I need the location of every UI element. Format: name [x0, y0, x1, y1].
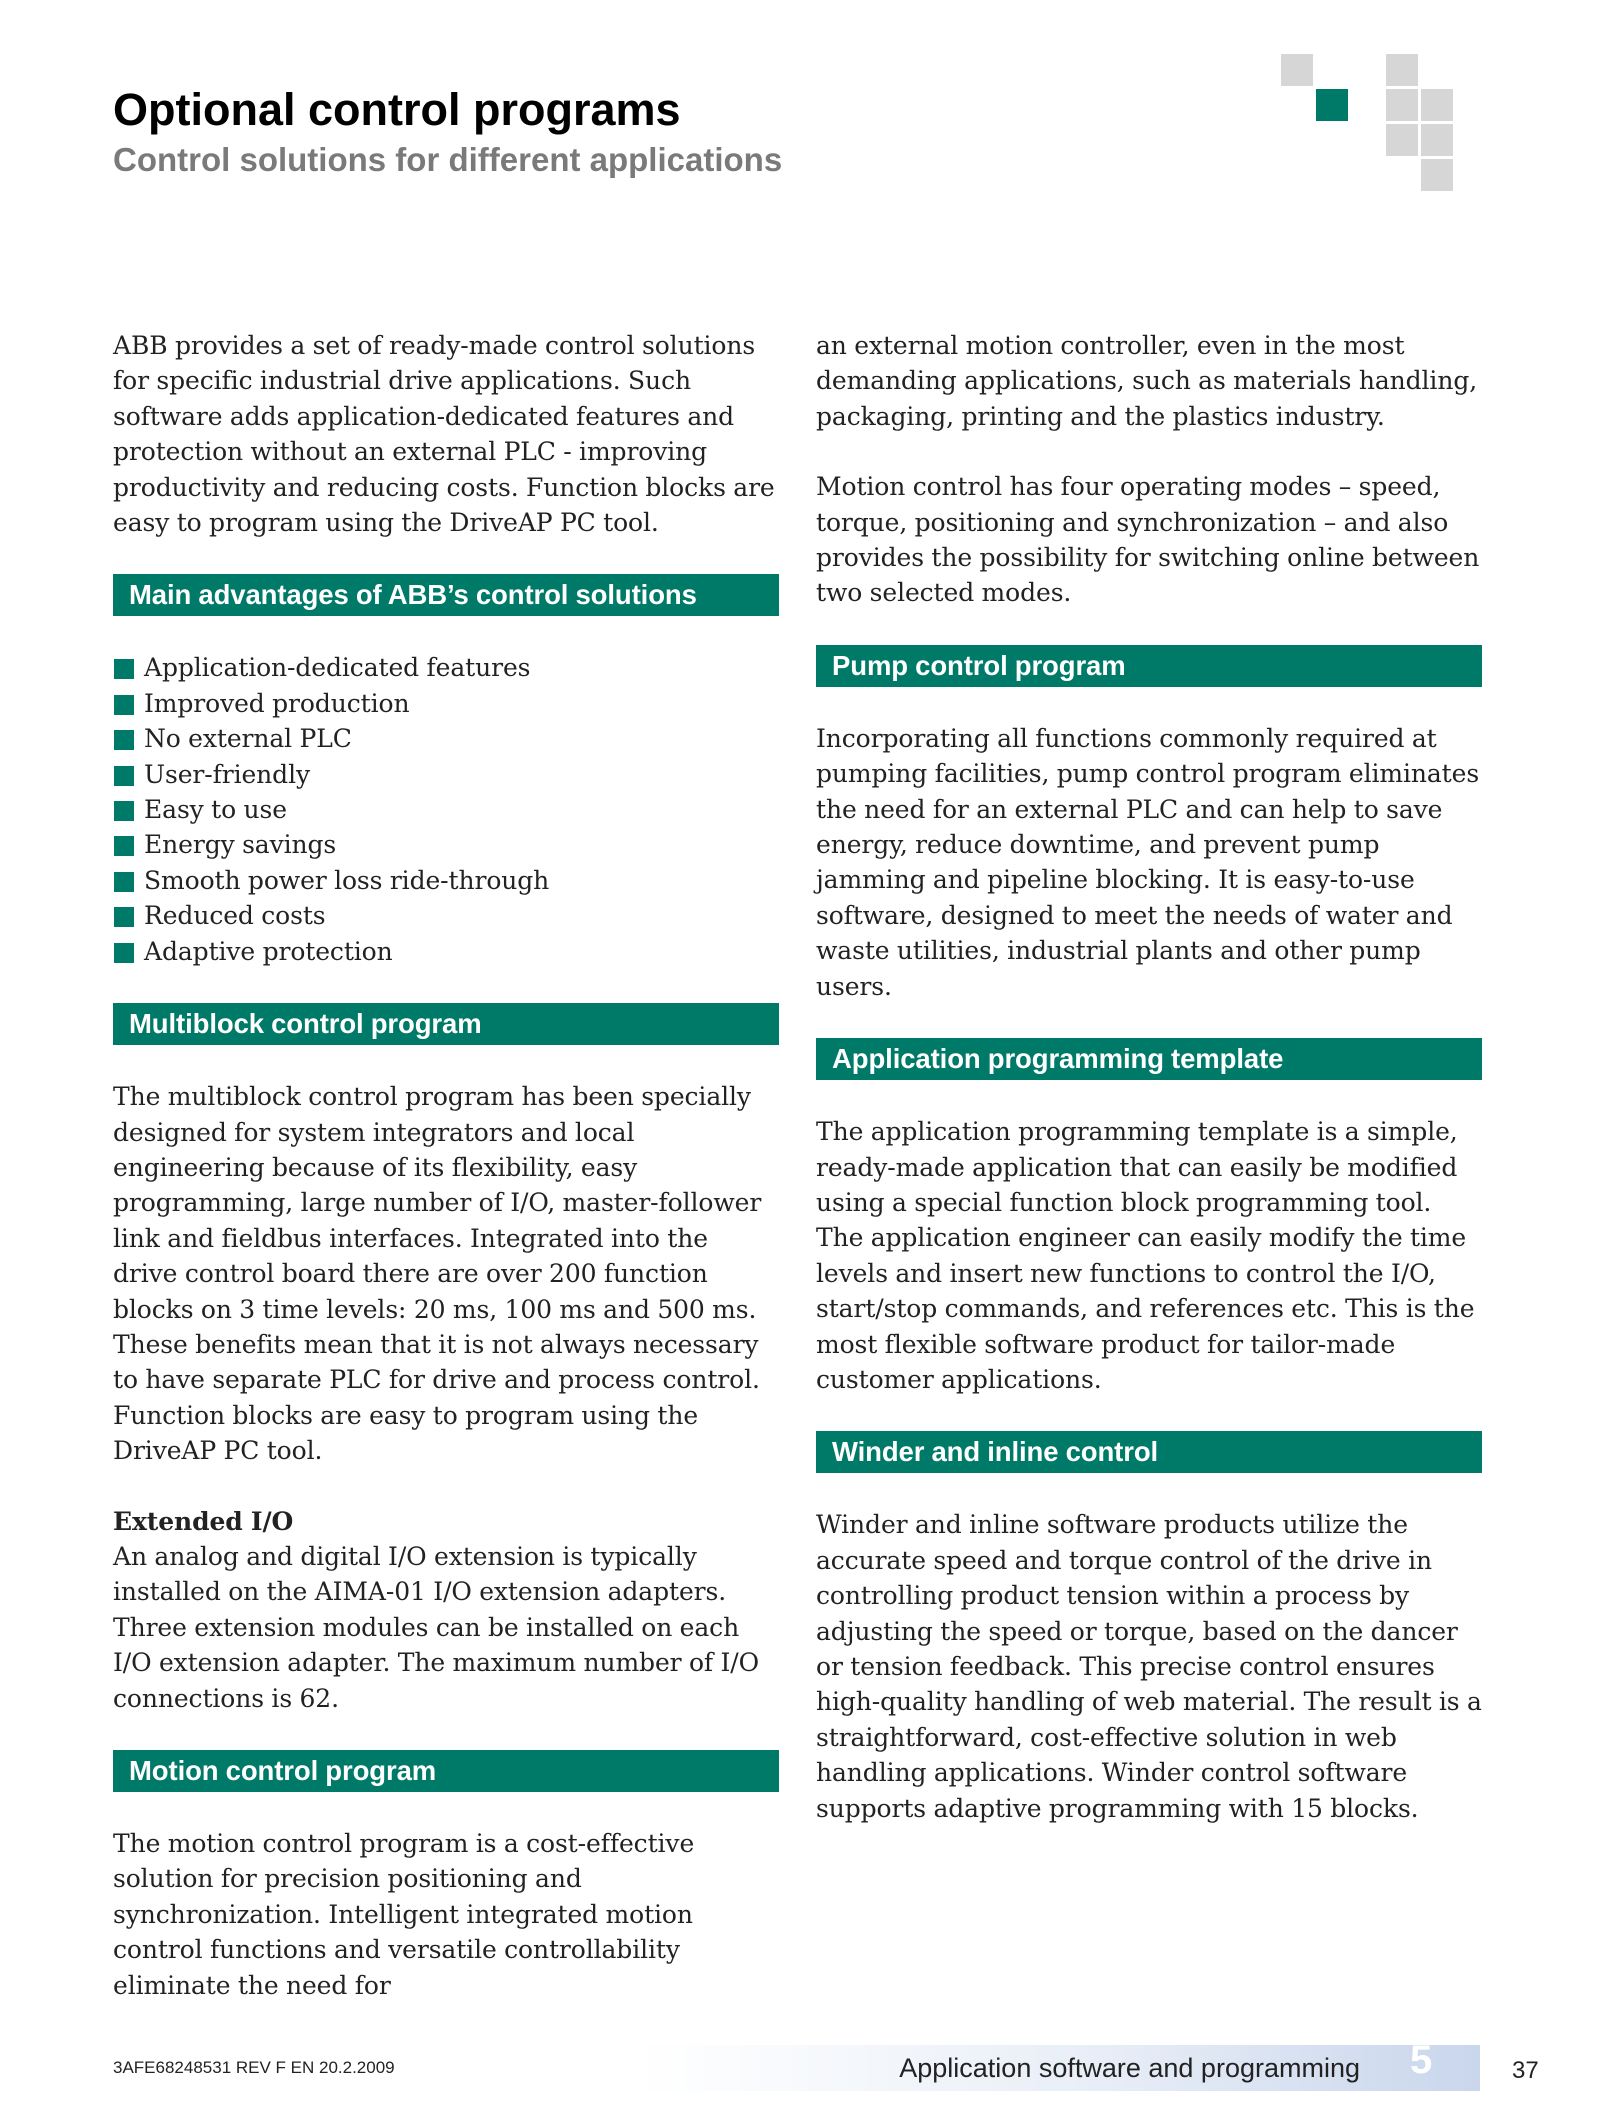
bullet-square-icon: [114, 766, 134, 786]
intro-paragraph: ABB provides a set of ready-made control solutions for specific industrial drive applications. Such software adds application-dedicated features and protection without an external PLC - improving productivity and reducing costs. Function blocks are easy to program using the DriveAP PC tool.: [113, 331, 775, 538]
section-heading-template: Application programming template: [816, 1038, 1482, 1080]
chapter-number: 5: [1410, 2038, 1433, 2082]
list-item: Smooth power loss ride-through: [113, 863, 779, 898]
list-item: No external PLC: [113, 721, 779, 756]
advantages-list: [113, 650, 779, 969]
footer-section-title: Application software and programming: [899, 2053, 1360, 2083]
bullet-square-icon: [114, 943, 134, 963]
pump-paragraph: Incorporating all functions commonly required at pumping facilities, pump control program eliminates the need for an external PLC and can help to save energy, reduce downtime, and prevent pump jamming and pipeline blocking. It is easy-to-use software, designed to meet the needs of water and waste utilities, industrial plants and other pump users.: [816, 723, 1480, 1001]
page-number: 37: [1512, 2057, 1539, 2084]
right-column: [816, 328, 1482, 1826]
document-code: 3AFE68248531 REV F EN 20.2.2009: [113, 2058, 395, 2077]
motion-modes-paragraph: Motion control has four operating modes – speed, torque, positioning and synchronization – and also provides the possibility for switching online between two selected modes.: [816, 472, 1480, 608]
page-subtitle: Control solutions for different applications: [113, 141, 783, 178]
list-item: Improved production: [113, 686, 779, 721]
page-title: Optional control programs: [113, 84, 681, 135]
motion-paragraph-continued: an external motion controller, even in the most demanding applications, such as materials handling, packaging, printing and the plastics industry.: [816, 331, 1478, 431]
multiblock-paragraph: The multiblock control program has been specially designed for system integrators and local engineering because of its flexibility, easy programming, large number of I/O, master-follower link and fieldbus interfaces. Integrated into the drive control board there are over 200 function blocks on 3 time levels: 20 ms, 100 ms and 500 ms. These benefits mean that it is not always necessary to have separate PLC for drive and process control. Function blocks are easy to program using the DriveAP PC tool.: [113, 1082, 762, 1466]
section-heading-motion: Motion control program: [113, 1750, 779, 1792]
section-heading-advantages: Main advantages of ABB’s control solutions: [113, 574, 779, 616]
template-paragraph: The application programming template is a simple, ready-made application that can easily be modified using a special function block programming tool. The application engineer can easily modify the time levels and insert new functions to control the I/O, start/stop commands, and references etc. This is the most flexible software product for tailor-made customer applications.: [816, 1117, 1475, 1394]
list-item: User-friendly: [113, 757, 779, 792]
list-item: Application-dedicated features: [113, 650, 779, 685]
section-heading-winder: Winder and inline control: [816, 1431, 1482, 1473]
list-item: Easy to use: [113, 792, 779, 827]
bullet-square-icon: [114, 730, 134, 750]
list-item: Energy savings: [113, 827, 779, 862]
extended-io-heading: Extended I/O: [113, 1506, 294, 1536]
left-column: [113, 328, 779, 2003]
bullet-square-icon: [114, 695, 134, 715]
section-heading-multiblock: Multiblock control program: [113, 1003, 779, 1045]
bullet-square-icon: [114, 836, 134, 856]
bullet-square-icon: [114, 872, 134, 892]
motion-paragraph-start: The motion control program is a cost-effective solution for precision positioning and synchronization. Intelligent integrated motion control functions and versatile controllability eliminate the need for: [113, 1829, 695, 2000]
extended-io-paragraph: An analog and digital I/O extension is typically installed on the AIMA-01 I/O extension adapters. Three extension modules can be installed on each I/O extension adapter. The maximum number of I/O connections is 62.: [113, 1541, 759, 1713]
section-heading-pump: Pump control program: [816, 645, 1482, 687]
list-item: Adaptive protection: [113, 934, 779, 969]
bullet-square-icon: [114, 907, 134, 927]
winder-paragraph: Winder and inline software products utilize the accurate speed and torque control of the drive in controlling product tension within a process by adjusting the speed or torque, based on the dancer or tension feedback. This precise control ensures high-quality handling of web material. The result is a straightforward, cost-effective solution in web handling applications. Winder control software supports adaptive programming with 15 blocks.: [816, 1510, 1482, 1823]
list-item: Reduced costs: [113, 898, 779, 933]
bullet-square-icon: [114, 659, 134, 679]
bullet-square-icon: [114, 801, 134, 821]
